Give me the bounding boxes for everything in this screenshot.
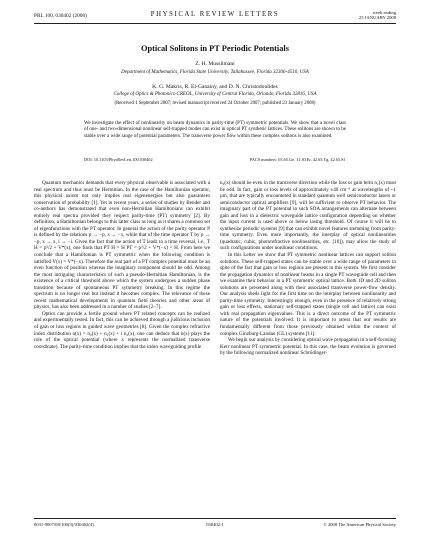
journal-name: PHYSICAL REVIEW LETTERS [150, 11, 280, 18]
copyright: © 2008 The American Physical Society [323, 522, 396, 527]
body-paragraph: Quantum mechanics demands that every physical observable is associated with a real spectrum and thus must be Hermitian. In the case of the Hamiltonian operator, this physical axiom not only implies real eigenenergies but also guarantees conservation of probability [1]. Yet in recent years, a series of studies by Bender and co-authors has demonstrated that even non-Hermitian Hamiltonians can exhibit entirely real spectra provided they respect parity-time (PT) symmetry [2]. By definition, a Hamiltonian belongs to this latter class as long as it shares a common set of eigenfunctions with the PT operator. In general the action of the parity operator P is defined by the relations p → −p, x → −x, while that of the time operator T by p → −p, x → x, i → −i. Given the fact that the action of T leads to a time reversal, i.e., T H = p²/2 + V*(x), one finds that PT H = H PT = p²/2 + V*(−x) = H. From here we conclude that a Hamiltonian is PT symmetric when the following condition is satisfied V(x) = V*(−x). Therefore the real part of a PT complex potential must be an even function of position whereas the imaginary component should be odd. Among the most intriguing characteristics of such a pseudo-Hermitian Hamiltonian, is the existence of a critical threshold above which the system undergoes a sudden phase transition because of spontaneous PT symmetry breaking. In this regime the spectrum is no longer real but instead it becomes complex. The relevance of these recent mathematical developments in quantum field theories and other areas of physics, has also been addressed in a number of studies [2–7]. [34, 180, 210, 311]
body-paragraph: Optics can provide a fertile ground where PT related concepts can be realized and experimentally tested. In fact, this can be achieved through a judicious inclusion of gain or loss regions in guided wave geometries [8]. Given the complex refractive index distribution n(x) = n₀(x) + n₁(x) + i n₂(x), one can deduce that n(x) plays the role of the optical potential (where x represents the normalized transverse coordinate). The parity-time condition implies that the index waveguiding profile [34, 310, 210, 350]
body-paragraph: We begin our analysis by considering optical wave propagation in a self-focusing Kerr nonlinear PT symmetric potential. In this case, the beam evolution is governed by the following normalized nonlinear Schrödinger- [220, 337, 396, 357]
pacs-numbers: PACS numbers: 03.65.Ge, 11.30.Er, 42.65.Tg, 42.65.Sf [249, 157, 345, 162]
body-column-left [34, 180, 210, 350]
author-affiliation: Department of Mathematics, Florida State University, Tallahassee, Florida 32306-4510, USA [121, 70, 309, 75]
issue-date [326, 10, 396, 20]
journal-citation: PRL 100, 030402 (2008) [34, 13, 87, 19]
abstract: We investigate the effect of nonlinearity on beam dynamics in parity-time (PT) symmetric potentials. We show that a novel class of one- and two-dimensional nonlinear self-trapped modes can exist in optical PT synthetic lattices. These solitons are shown to be stable over a wide range of potential parameters. The transverse power flow within these complex solitons is also examined. [84, 121, 346, 139]
body-paragraph: In this Letter we show that PT symmetric nonlinear lattices can support soliton solutions. These self-trapped states can be stable over a wide range of parameters in spite of the fact that gain or loss regions are present in this system. We first consider the propagation dynamics of nonlinear beams in a single PT waveguide cell and then we examine their behavior in a PT symmetric optical lattice. Both 1D and 2D soliton solutions are presented along with their associated transverse power-flow density. Our analysis sheds light for the first time on the interplay between nonlinearity and parity-time symmetry. Interestingly enough, even in the presence of relatively strong gain or loss effects, stationary self-trapped states (single cell and lattice) can exist with real propagation eigenvalues. This is a direct outcome of the PT symmetric nature of the potentials involved. It is important to stress that our results are fundamentally different from those previously obtained within the context of complex Ginzburg-Landau (GL) systems [11]. [220, 252, 396, 337]
page-number: 030402-1 [206, 522, 224, 527]
author-name: K. G. Makris, R. El-Ganainy, and D. N. Christodoulides [152, 84, 278, 90]
doi-link[interactable]: DOI: 10.1103/PhysRevLett.100.030402 [84, 157, 153, 162]
received-dates: (Received 1 September 2007; revised manuscript received 24 October 2007; published 23 January 2008) [114, 101, 316, 106]
body-column-right [220, 180, 396, 357]
issn-code: 0031-9007/08/100(3)/030402(4) [34, 522, 94, 527]
author-name: Z. H. Musslimani [195, 61, 235, 67]
author-affiliation: College of Optics & Photonics-CREOL, University of Central Florida, Orlando, Florida 32816, USA [113, 92, 317, 97]
issue-date-line2: 25 JANUARY 2008 [358, 15, 396, 20]
issue-date-line1: week ending [372, 10, 396, 15]
body-paragraph: n₀(x) should be even in the transverse direction while the loss or gain term n₂(x) must be odd. In fact, gain or loss levels of approximately ±40 cm⁻¹ at wavelengths of ~1 μm, that are typically encountered in standard quantum well semiconductor lasers or semiconductor optical amplifiers [9], will be sufficient to observe PT behavior. The imaginary part of the PT potential in such SOA arrangements can alternate between gain and loss in a dielectric waveguide lattice configuration depending on whether the input current is used above or below lasing threshold. Of course it will be to synthesize periodic systems [9] that can exhibit novel features stemming from parity-time symmetry. Even more importantly, the interplay of optical nonlinearities (quadratic, cubic, photorefractive nonlinearities, etc. [10]), may allow the study of such configurations under nonlinear conditions. [220, 180, 396, 252]
page-footer [34, 518, 396, 529]
paper-title: Optical Solitons in PT Periodic Potentials [140, 44, 290, 53]
running-header [34, 9, 396, 24]
